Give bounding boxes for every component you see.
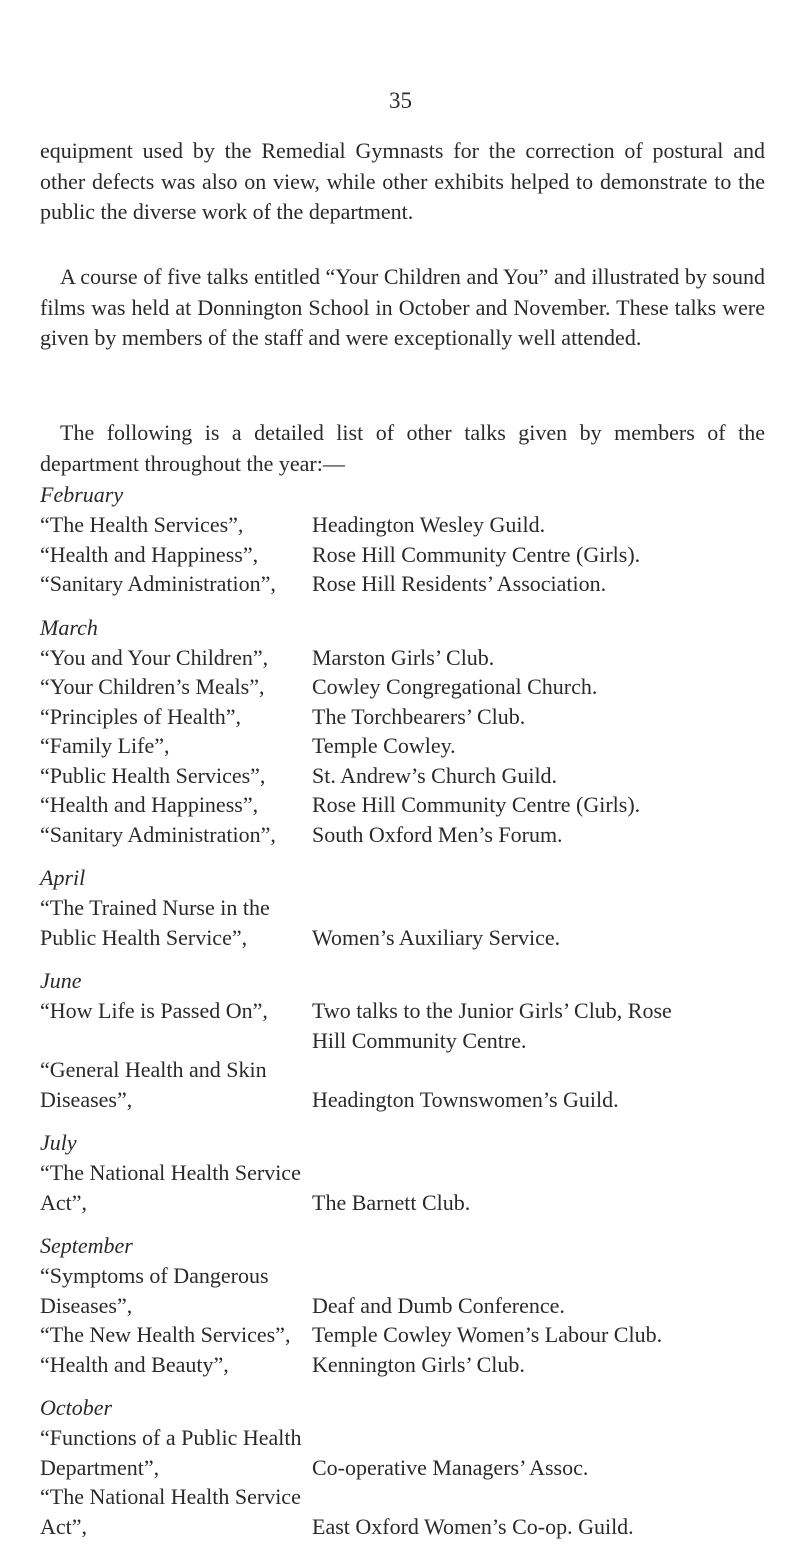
talk-row: [40, 1423, 780, 1453]
talk-row: [40, 1453, 780, 1483]
talk-title: “Sanitary Administration”,: [40, 821, 276, 847]
talk-venue: [312, 1423, 780, 1453]
talk-title: Act”,: [40, 1513, 88, 1539]
talk-row: [40, 731, 780, 761]
month-section: [40, 1231, 780, 1379]
talk-title: “Health and Happiness”,: [40, 792, 259, 817]
talk-venue: The Torchbearers’ Club.: [312, 703, 526, 729]
talk-venue: Rose Hill Community Centre (Girls).: [312, 541, 641, 567]
talk-venue: Two talks to the Junior Girls’ Club, Rose: [312, 998, 672, 1023]
talk-title: Department”,: [40, 1454, 160, 1480]
talk-venue: [312, 893, 780, 923]
month-heading: July: [40, 1130, 77, 1155]
talk-title: Act”,: [40, 1189, 88, 1215]
talk-venue: Headington Wesley Guild.: [312, 512, 546, 537]
talk-venue: [312, 1158, 780, 1188]
talk-venue: South Oxford Men’s Forum.: [312, 821, 563, 847]
talk-venue: [312, 1261, 780, 1291]
talk-row: [40, 672, 780, 702]
talk-venue: The Barnett Club.: [312, 1189, 471, 1215]
talk-title: “Health and Beauty”,: [40, 1351, 229, 1377]
talk-title: “How Life is Passed On”,: [40, 998, 268, 1023]
month-heading: April: [40, 865, 86, 890]
paragraph-detailed-list-intro: The following is a detailed list of other talks given by members of the department throughout the year:—: [40, 420, 765, 476]
talk-row: [40, 820, 780, 850]
talk-row: [40, 1158, 780, 1188]
talk-row: [40, 996, 780, 1026]
talk-row: [40, 510, 780, 540]
talk-row: [40, 923, 780, 953]
talk-title: Public Health Service”,: [40, 924, 248, 950]
talk-row: [40, 761, 780, 791]
talk-venue: Co-operative Managers’ Assoc.: [312, 1454, 589, 1480]
talks-list: [40, 480, 780, 1555]
talk-row: [40, 1482, 780, 1512]
talk-title: “The Trained Nurse in the: [40, 895, 270, 920]
month-section: [40, 613, 780, 850]
talk-venue: St. Andrew’s Church Guild.: [312, 762, 558, 788]
talk-title: “You and Your Children”,: [40, 644, 269, 670]
talk-title: “The National Health Service: [40, 1160, 301, 1185]
talk-title: “Sanitary Administration”,: [40, 571, 276, 596]
talk-venue: Headington Townswomen’s Guild.: [312, 1086, 619, 1112]
talk-venue: East Oxford Women’s Co-op. Guild.: [312, 1513, 634, 1539]
talk-row: [40, 540, 780, 570]
month-section: [40, 480, 780, 599]
talk-venue: Women’s Auxiliary Service.: [312, 924, 561, 950]
month-section: [40, 863, 780, 952]
talk-title: “The National Health Service: [40, 1484, 301, 1509]
paragraph-equipment: equipment used by the Remedial Gymnasts for the correction of postural and other defects was also on view, while other exhibits helped to demonstrate to the public the diverse work of the department.: [40, 138, 765, 224]
talk-title: “Family Life”,: [40, 733, 170, 758]
talk-title: “Public Health Services”,: [40, 762, 266, 788]
talk-title: “Health and Happiness”,: [40, 541, 259, 567]
talk-venue: Rose Hill Residents’ Association.: [312, 571, 607, 596]
month-heading: October: [40, 1395, 113, 1420]
talk-title: “Symptoms of Dangerous: [40, 1263, 269, 1288]
talk-venue: [312, 1482, 780, 1512]
talk-row: [40, 1085, 780, 1115]
talk-title: “General Health and Skin: [40, 1057, 267, 1082]
talk-title: “The Health Services”,: [40, 512, 244, 537]
talk-venue: Hill Community Centre.: [312, 1027, 527, 1053]
talk-venue: [312, 1055, 780, 1085]
month-heading: February: [40, 482, 124, 507]
talk-row: [40, 1026, 780, 1056]
talk-title: Diseases”,: [40, 1292, 133, 1318]
talk-title: “The New Health Services”,: [40, 1322, 291, 1347]
month-section: [40, 1393, 780, 1541]
talk-venue: Kennington Girls’ Club.: [312, 1351, 525, 1377]
talk-row: [40, 1512, 780, 1542]
talk-row: [40, 1320, 780, 1350]
talk-row: [40, 893, 780, 923]
talk-row: [40, 790, 780, 820]
talk-row: [40, 569, 780, 599]
talk-row: [40, 1291, 780, 1321]
month-heading: March: [40, 614, 98, 640]
talk-venue: Temple Cowley Women’s Labour Club.: [312, 1322, 663, 1347]
month-section: [40, 1128, 780, 1217]
talk-venue: Cowley Congregational Church.: [312, 674, 598, 699]
talk-venue: Rose Hill Community Centre (Girls).: [312, 792, 641, 817]
talk-row: [40, 1261, 780, 1291]
talk-row: [40, 1055, 780, 1085]
talk-title: Diseases”,: [40, 1086, 133, 1112]
talk-venue: Deaf and Dumb Conference.: [312, 1292, 565, 1318]
month-heading: September: [40, 1233, 133, 1258]
talk-row: [40, 1350, 780, 1380]
paragraph-course-of-talks: A course of five talks entitled “Your Children and You” and illustrated by sound films was held at Donnington School in October and November. These talks were given by members of the staff and were exceptionally well attended.: [40, 264, 765, 350]
talk-row: [40, 643, 780, 673]
talk-venue: Temple Cowley.: [312, 733, 456, 758]
talk-title: “Functions of a Public Health: [40, 1425, 302, 1450]
month-section: [40, 966, 780, 1114]
talk-title: [40, 1026, 312, 1056]
talk-title: “Your Children’s Meals”,: [40, 674, 265, 699]
page-number: 35: [389, 88, 412, 113]
talk-venue: Marston Girls’ Club.: [312, 644, 495, 670]
talk-title: “Principles of Health”,: [40, 703, 241, 729]
month-heading: June: [40, 968, 82, 993]
talk-row: [40, 702, 780, 732]
talk-row: [40, 1188, 780, 1218]
